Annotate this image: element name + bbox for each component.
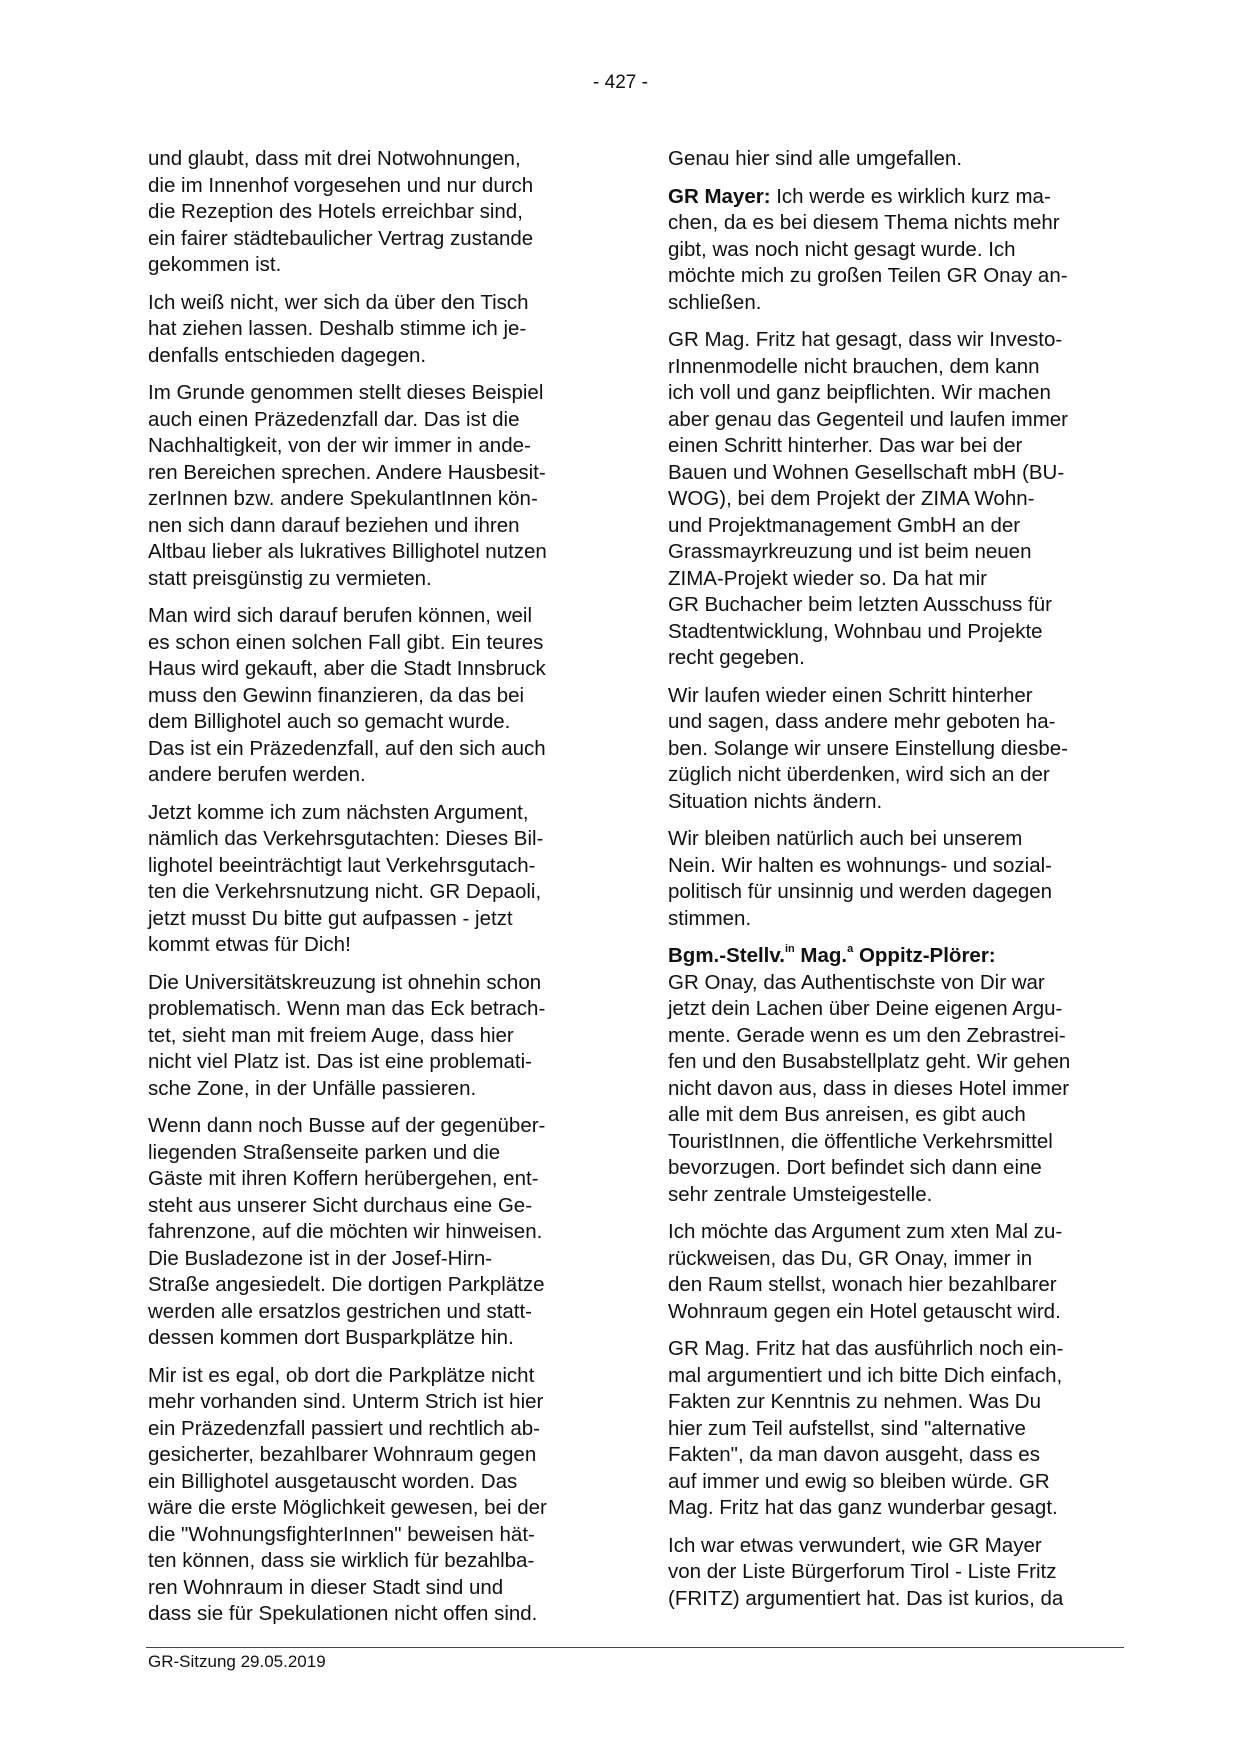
left-column <box>148 146 588 1639</box>
paragraph: Mir ist es egal, ob dort die Parkplätze nicht mehr vorhanden sind. Unterm Strich ist hier ein Präzedenzfall passiert und rechtlich ab- gesicherter, bezahlbarer Wohnraum gegen ein Billighotel ausgetauscht worden. Das wäre die erste Möglichkeit gewesen, bei der die "WohnungsfighterInnen" beweisen hät- ten können, dass sie wirklich für bezahlba- ren Wohnraum in dieser Stadt sind und dass sie für Spekulationen nicht offen sind. <box>148 1363 547 1625</box>
paragraph: Wir laufen wieder einen Schritt hinterher und sagen, dass andere mehr geboten ha- ben. Solange wir unsere Einstellung diesbe- züglich nicht überdenken, wird sich an der Situation nichts ändern. <box>668 683 1069 813</box>
footer-divider <box>146 1647 1124 1648</box>
speaker-degree: Mag. <box>794 944 848 967</box>
paragraph: Wenn dann noch Busse auf der gegenüber- liegenden Straßenseite parken und die Gäste mit ihren Koffern herübergehen, ent- steht aus unserer Sicht durchaus eine Ge- fahrenzone, auf die möchten wir hinweisen. Die Busladezone ist in der Josef-Hirn- Straße angesiedelt. Die dortigen Parkplätze werden alle ersatzlos gestrichen und statt- dessen kommen dort Busparkplätze hin. <box>148 1114 546 1349</box>
paragraph: und glaubt, dass mit drei Notwohnungen, die im Innenhof vorgesehen und nur durch die Rezeption des Hotels erreichbar sind, ein fairer städtebaulicher Vertrag zustande gekommen ist. <box>148 147 534 276</box>
speaker-paragraph <box>668 184 1108 317</box>
speaker-name <box>668 944 996 967</box>
speaker-name: GR Mayer: <box>668 184 771 208</box>
paragraph: GR Mag. Fritz hat das ausführlich noch ein- mal argumentiert und ich bitte Dich einfach, Fakten zur Kenntnis zu nehmen. Was Du hier zum Teil aufstellst, sind "alternative Fakten", da man davon ausgeht, dass es auf immer und ewig so bleiben würde. GR Mag. Fritz hat das ganz wunderbar gesagt. <box>668 1337 1064 1519</box>
paragraph: Jetzt komme ich zum nächsten Argument, nämlich das Verkehrsgutachten: Dieses Bil- lighotel beeinträchtigt laut Verkehrsgutach- ten die Verkehrsnutzung nicht. GR Depaoli, jetzt musst Du bitte gut aufpassen - jetzt kommt etwas für Dich! <box>148 800 544 956</box>
page-number: - 427 - <box>593 72 648 93</box>
paragraph: Ich weiß nicht, wer sich da über den Tisch hat ziehen lassen. Deshalb stimme ich je- denfalls entschieden dagegen. <box>148 290 529 367</box>
speech-text: Ich werde es wirklich kurz ma- chen, da es bei diesem Thema nichts mehr gibt, was noch nicht gesagt wurde. Ich möchte mich zu großen Teilen GR Onay an- schließen. <box>668 184 1068 314</box>
paragraph: Genau hier sind alle umgefallen. <box>668 147 963 170</box>
paragraph: Man wird sich darauf berufen können, weil es schon einen solchen Fall gibt. Ein teures Haus wird gekauft, aber die Stadt Innsbruck muss den Gewinn finanzieren, da das bei dem Billighotel auch so gemacht wurde. Das ist ein Präzedenzfall, auf den sich auch andere berufen werden. <box>148 604 546 786</box>
paragraph: Die Universitätskreuzung ist ohnehin schon problematisch. Wenn man das Eck betrach- tet, sieht man mit freiem Auge, dass hier nicht viel Platz ist. Das ist eine problemati- sche Zone, in der Unfälle passieren. <box>148 970 546 1100</box>
right-column <box>668 146 1108 1623</box>
paragraph: Ich möchte das Argument zum xten Mal zu- rückweisen, das Du, GR Onay, immer in den Raum stellst, wonach hier bezahlbarer Wohnraum gegen ein Hotel getauscht wird. <box>668 1220 1063 1323</box>
paragraph: Ich war etwas verwundert, wie GR Mayer von der Liste Bürgerforum Tirol - Liste Fritz (FRITZ) argumentiert hat. Das ist kurios, da <box>668 1533 1064 1610</box>
superscript: a <box>847 943 854 956</box>
paragraph: Wir bleiben natürlich auch bei unserem Nein. Wir halten es wohnungs- und sozial- politisch für unsinnig und werden dagegen stimmen. <box>668 827 1053 930</box>
speaker-surname: Oppitz-Plörer: <box>853 944 996 967</box>
speaker-title: Bgm.-Stellv. <box>668 944 785 967</box>
paragraph: Im Grunde genommen stellt dieses Beispiel auch einen Präzedenzfall dar. Das ist die Nachhaltigkeit, von der wir immer in ande- ren Bereichen sprechen. Andere Hausbesit- zerInnen bzw. andere SpekulantInnen kön- nen sich dann darauf beziehen und ihren Altbau lieber als lukratives Billighotel nutzen statt preisgünstig zu vermieten. <box>148 381 547 590</box>
footer-session-date: GR-Sitzung 29.05.2019 <box>148 1652 326 1671</box>
superscript: in <box>784 943 795 956</box>
speaker-paragraph <box>668 943 1108 1208</box>
paragraph: GR Mag. Fritz hat gesagt, dass wir Investo- rInnenmodelle nicht brauchen, dem kann ich voll und ganz beipflichten. Wir machen aber genau das Gegenteil und laufen immer einen Schritt hinterher. Das war bei der Bauen und Wohnen Gesellschaft mbH (BU- WOG), bei dem Projekt der ZIMA Wohn- und Projektmanagement GmbH an der Grassmayrkreuzung und ist beim neuen ZIMA-Projekt wieder so. Da hat mir GR Buchacher beim letzten Ausschuss für Stadtentwicklung, Wohnbau und Projekte recht gegeben. <box>668 328 1069 669</box>
speech-text: GR Onay, das Authentischste von Dir war jetzt dein Lachen über Deine eigenen Argu- mente. Gerade wenn es um den Zebrastrei- fen und den Busabstellplatz geht. Wir gehen nicht davon aus, dass in dieses Hotel immer alle mit dem Bus anreisen, es gibt auch TouristInnen, die öffentliche Verkehrsmittel bevorzugen. Dort befindet sich dann eine sehr zentrale Umsteigestelle. <box>668 970 1071 1206</box>
